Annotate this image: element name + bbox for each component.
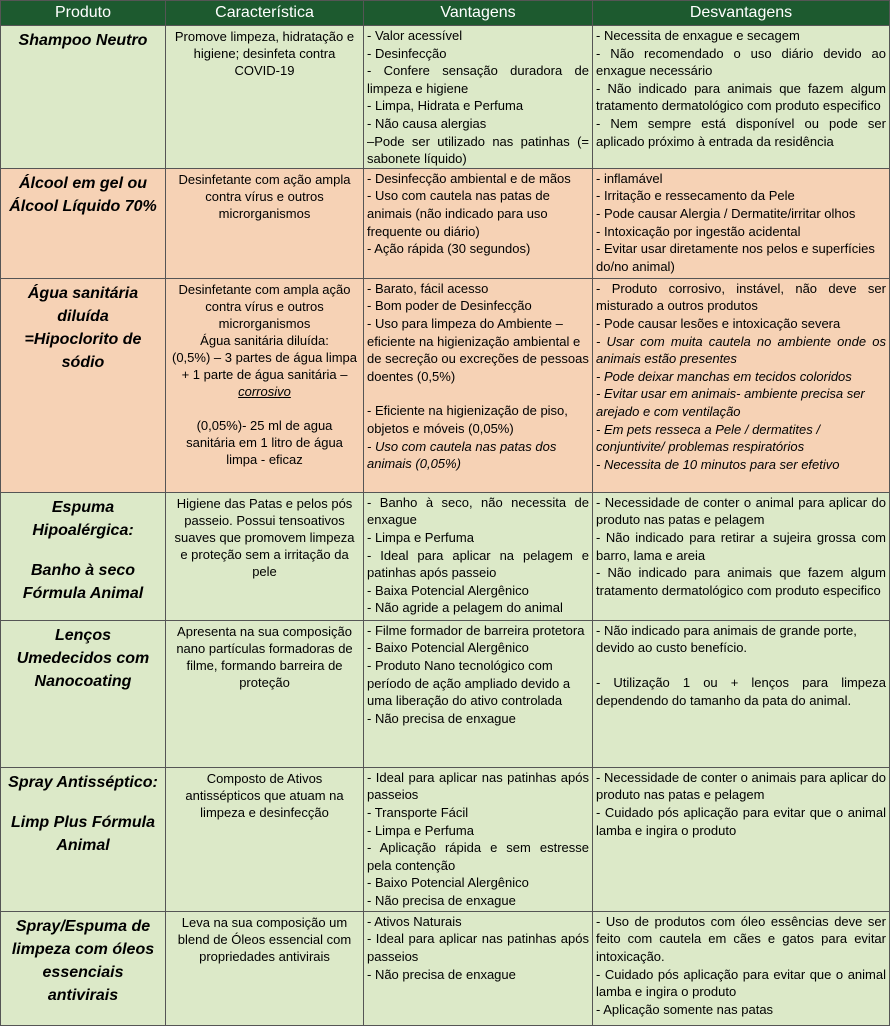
product-name: Shampoo Neutro <box>18 32 148 49</box>
advantages-cell <box>364 278 593 492</box>
advantages-cell <box>364 168 593 278</box>
header-caracteristica: Característica <box>166 1 364 26</box>
advantage-item: - Baixo Potencial Alergênico <box>367 875 529 891</box>
header-vantagens: Vantagens <box>364 1 593 26</box>
characteristic-line: contra vírus e outros <box>205 188 324 204</box>
characteristic-line: e proteção sem a irritação da <box>180 546 349 562</box>
characteristic-line: limpeza e desinfecção <box>200 804 329 820</box>
product-name: sódio <box>61 353 105 371</box>
product-cell <box>1 26 166 169</box>
spacer <box>4 542 162 559</box>
characteristic-line: Leva na sua composição um <box>181 914 348 930</box>
advantage-item: - Bom poder de Desinfecção <box>367 298 532 314</box>
advantage-item: - Uso com cautela nas patas de animais (não indicado para uso frequente ou diário) <box>367 188 550 239</box>
characteristic-line: + 1 parte de água sanitária – <box>181 366 348 382</box>
characteristic-line: microrganismos <box>218 205 311 221</box>
advantage-item: - Uso com cautela nas patas dos animais (0,05%) <box>367 438 557 472</box>
characteristic-line: Água sanitária diluída: <box>200 332 329 348</box>
disadvantages-cell <box>593 767 890 911</box>
advantage-item: - Não causa alergias <box>367 115 487 131</box>
disadvantage-item: - Utilização 1 ou + lenços para limpeza dependendo do tamanho da pata do animal. <box>596 674 886 708</box>
characteristic-line: filme, formando barreira de <box>186 657 343 673</box>
advantage-item: - Transporte Fácil <box>367 804 469 820</box>
product-name: Banho à seco <box>30 561 136 579</box>
product-name: =Hipoclorito de <box>24 330 142 348</box>
characteristic-cell <box>166 620 364 767</box>
characteristic-cell <box>166 26 364 169</box>
product-name: Água sanitária <box>27 284 139 302</box>
disadvantage-item: - Uso de produtos com óleo essências deve ser feito com cautela em cães e gatos para evitar intoxicação. <box>596 913 886 964</box>
advantage-item: - Não agride a pelagem do animal <box>367 600 563 616</box>
advantage-item: - Ideal para aplicar na pelagem e patinhas após passeio <box>367 547 589 581</box>
table-row <box>1 492 890 620</box>
characteristic-line: Promove limpeza, hidratação e <box>174 29 355 44</box>
characteristic-line: proteção <box>239 674 290 690</box>
product-cell <box>1 492 166 620</box>
characteristic-line: Desinfetante com ação ampla <box>178 171 351 187</box>
characteristic-line: blend de Óleos essencial com <box>177 931 352 947</box>
advantage-item: –Pode ser utilizado nas patinhas (= sabonete líquido) <box>367 133 589 167</box>
product-name: Lenços <box>54 626 111 644</box>
table-row <box>1 620 890 767</box>
spacer <box>169 400 360 417</box>
table-row <box>1 278 890 492</box>
characteristic-cell <box>166 767 364 911</box>
advantage-item: - Não precisa de enxague <box>367 892 516 908</box>
disadvantage-item: - inflamável <box>596 170 663 186</box>
spacer <box>596 657 886 674</box>
advantage-item: - Filme formador de barreira protetora <box>367 622 585 638</box>
advantage-item: - Limpa e Perfuma <box>367 822 474 838</box>
disadvantage-item: - Não indicado para animais que fazem algum tratamento dermatológico com produto especifico <box>596 565 886 598</box>
characteristic-line: corrosivo <box>238 383 291 399</box>
product-name: Spray/Espuma de <box>15 917 151 935</box>
advantage-item: - Aplicação rápida e sem estresse pela contenção <box>367 840 589 873</box>
advantage-item: - Limpa, Hidrata e Perfuma <box>367 98 524 114</box>
disadvantage-item: - Evitar usar em animais- ambiente precisa ser arejado e com ventilação <box>596 386 865 419</box>
disadvantages-cell <box>593 168 890 278</box>
advantages-cell <box>364 620 593 767</box>
advantage-item: - Não precisa de enxague <box>367 710 516 726</box>
product-name: Animal <box>56 836 110 854</box>
product-name: Hipoalérgica: <box>32 521 134 539</box>
advantage-item: - Confere sensação duradora de limpeza e higiene <box>367 63 589 96</box>
advantage-item: - Uso para limpeza do Ambiente – eficiente na higienização ambiental e de secreção ou excreções de pessoas doentes (0,5%) <box>367 315 589 384</box>
disadvantages-cell <box>593 620 890 767</box>
disadvantage-item: - Cuidado pós aplicação para evitar que o animal lamba e ingira o produto <box>596 966 886 1000</box>
disadvantage-item: - Cuidado pós aplicação para evitar que o animal lamba e ingira o produto <box>596 804 886 838</box>
disadvantage-item: - Em pets resseca a Pele / dermatites / conjuntivite/ problemas respiratórios <box>596 421 820 455</box>
product-name: antivirais <box>47 986 119 1004</box>
characteristic-cell <box>166 278 364 492</box>
characteristic-line: Desinfetante com ampla ação <box>178 281 351 297</box>
disadvantage-item: - Não indicado para animais que fazem algum tratamento dermatológico com produto especifico <box>596 80 886 114</box>
disadvantage-item: - Pode deixar manchas em tecidos coloridos <box>596 368 852 384</box>
table-row <box>1 767 890 911</box>
characteristic-line: propriedades antivirais <box>199 948 330 964</box>
disadvantage-item: - Não indicado para retirar a sujeira grossa com barro, lama e areia <box>596 529 886 563</box>
characteristic-cell <box>166 168 364 278</box>
product-name: diluída <box>57 307 109 325</box>
characteristic-line: microrganismos <box>218 315 311 331</box>
spacer <box>367 385 589 402</box>
advantage-item: - Limpa e Perfuma <box>367 529 474 545</box>
advantage-item: - Baixo Potencial Alergênico <box>367 640 529 656</box>
disadvantage-item: - Necessita de 10 minutos para ser efetivo <box>596 456 840 472</box>
characteristic-line: Composto de Ativos <box>206 770 323 786</box>
disadvantages-cell <box>593 278 890 492</box>
product-name: Nanocoating <box>34 672 132 690</box>
disadvantage-item: - Necessidade de conter o animal para aplicar do produto nas patas e pelagem <box>596 494 886 528</box>
product-name: Umedecidos com <box>16 649 150 667</box>
advantage-item: - Barato, fácil acesso <box>367 280 489 296</box>
disadvantage-item: - Necessidade de conter o animais para aplicar do produto nas patas e pelagem <box>596 769 886 803</box>
characteristic-line: (0,05%)- 25 ml de agua <box>196 417 333 433</box>
advantages-cell <box>364 911 593 1025</box>
header-row <box>1 1 890 26</box>
product-cell <box>1 911 166 1025</box>
advantages-cell <box>364 767 593 911</box>
table-row <box>1 26 890 169</box>
characteristic-line: suaves que promovem limpeza <box>174 529 355 545</box>
characteristic-line: contra vírus e outros <box>205 298 324 314</box>
disadvantage-item: - Necessita de enxague e secagem <box>596 28 800 43</box>
product-cell <box>1 767 166 911</box>
disadvantage-item: - Não recomendado o uso diário devido ao enxague necessário <box>596 45 886 79</box>
product-cell <box>1 278 166 492</box>
characteristic-line: Apresenta na sua composição <box>177 623 352 639</box>
table-row <box>1 168 890 278</box>
characteristic-line: COVID-19 <box>234 63 295 78</box>
header-desvantagens: Desvantagens <box>593 1 890 26</box>
product-name: Álcool em gel ou <box>18 174 147 192</box>
advantages-cell <box>364 26 593 169</box>
disadvantages-cell <box>593 492 890 620</box>
disadvantage-item: - Evitar usar diretamente nos pelos e superfícies do/no animal) <box>596 241 875 274</box>
characteristic-line: passeio. Possui tensoativos <box>184 512 345 528</box>
disadvantage-item: - Pode causar lesões e intoxicação severa <box>596 315 841 331</box>
advantage-item: - Baixa Potencial Alergênico <box>367 582 529 598</box>
spacer <box>4 794 162 811</box>
characteristic-cell <box>166 492 364 620</box>
advantage-item: - Eficiente na higienização de piso, objetos e móveis (0,05%) <box>367 403 568 436</box>
product-name: Fórmula Animal <box>22 584 144 602</box>
characteristic-line: antissépticos que atuam na <box>185 787 344 803</box>
product-name: Spray Antisséptico: <box>8 773 158 791</box>
characteristic-line: pele <box>252 563 277 579</box>
product-cell <box>1 168 166 278</box>
advantage-item: - Ativos Naturais <box>367 913 462 929</box>
disadvantages-cell <box>593 26 890 169</box>
disadvantage-item: - Usar com muita cautela no ambiente onde os animais estão presentes <box>596 333 886 367</box>
disadvantage-item: - Produto corrosivo, instável, não deve ser misturado a outros produtos <box>596 280 886 314</box>
disadvantage-item: - Intoxicação por ingestão acidental <box>596 223 801 239</box>
disadvantage-item: - Aplicação somente nas patas <box>596 1001 774 1017</box>
characteristic-line: (0,5%) – 3 partes de água limpa <box>172 349 357 365</box>
product-name: essenciais <box>42 963 124 981</box>
header-produto: Produto <box>1 1 166 26</box>
product-name: Álcool Líquido 70% <box>9 197 157 215</box>
advantage-item: - Banho à seco, não necessita de enxague <box>367 494 589 528</box>
advantage-item: - Desinfecção ambiental e de mãos <box>367 170 571 186</box>
characteristic-line: Higiene das Patas e pelos pós <box>176 495 353 511</box>
disadvantages-cell <box>593 911 890 1025</box>
characteristic-line: limpa - eficaz <box>226 451 303 467</box>
advantages-cell <box>364 492 593 620</box>
disadvantage-item: - Não indicado para animais de grande porte, devido ao custo benefício. <box>596 622 857 656</box>
advantage-item: - Ideal para aplicar nas patinhas após passeios <box>367 769 589 803</box>
characteristic-line: nano partículas formadoras de <box>176 640 353 656</box>
advantage-item: - Não precisa de enxague <box>367 966 516 982</box>
advantage-item: - Ação rápida (30 segundos) <box>367 241 531 257</box>
disadvantage-item: - Pode causar Alergia / Dermatite/irritar olhos <box>596 205 856 221</box>
advantage-item: - Ideal para aplicar nas patinhas após passeios <box>367 931 589 964</box>
advantage-item: - Produto Nano tecnológico com período de ação ampliado devido a uma liberação do ativo controlada <box>367 657 571 709</box>
product-name: limpeza com óleos <box>11 940 155 958</box>
advantage-item: - Desinfecção <box>367 45 447 61</box>
disadvantage-item: - Nem sempre está disponível ou pode ser aplicado próximo à entrada da residência <box>596 115 886 149</box>
product-name: Limp Plus Fórmula <box>10 813 155 831</box>
advantage-item: - Valor acessível <box>367 28 463 43</box>
characteristic-cell <box>166 911 364 1025</box>
product-cell <box>1 620 166 767</box>
disadvantage-item: - Irritação e ressecamento da Pele <box>596 188 795 204</box>
product-name: Espuma <box>51 498 115 516</box>
characteristic-line: higiene; desinfeta contra <box>193 46 336 61</box>
characteristic-line: sanitária em 1 litro de água <box>186 434 343 450</box>
table-row <box>1 911 890 1025</box>
